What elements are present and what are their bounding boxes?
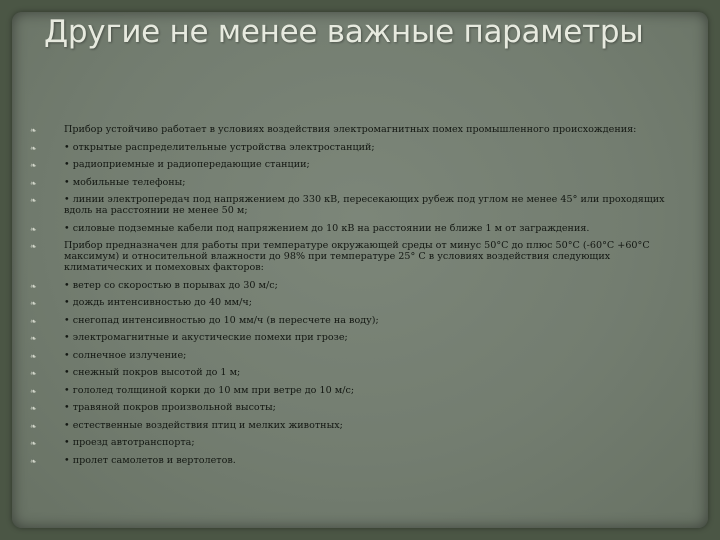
list-item [30, 437, 670, 448]
list-item [30, 177, 670, 188]
list-item [30, 280, 670, 291]
leaf-bullet-icon: ❧ [30, 386, 37, 396]
leaf-bullet-icon: ❧ [30, 369, 37, 378]
leaf-bullet-icon: ❧ [30, 299, 37, 308]
list-item-text: • естественные воздействия птиц и мелких животных; [64, 419, 343, 431]
leaf-bullet-icon: ❧ [30, 281, 37, 291]
leaf-bullet-icon: ❧ [30, 421, 37, 431]
list-item [30, 402, 670, 413]
list-item [30, 455, 670, 466]
list-item [30, 194, 670, 216]
list-item-text: • открытые распределительные устройства электростанций; [64, 141, 375, 153]
list-item-text: • проезд автотранспорта; [64, 437, 195, 448]
leaf-bullet-icon: ❧ [30, 242, 37, 251]
list-item [30, 124, 670, 135]
leaf-bullet-icon: ❧ [30, 143, 37, 153]
list-item-text: • радиоприемные и радиопередающие станции; [64, 159, 310, 170]
leaf-bullet-icon: ❧ [30, 196, 37, 205]
leaf-bullet-icon: ❧ [30, 456, 37, 466]
list-item [30, 315, 670, 326]
list-item-text: • мобильные телефоны; [64, 176, 186, 188]
leaf-bullet-icon: ❧ [30, 316, 37, 326]
leaf-bullet-icon: ❧ [30, 126, 37, 135]
leaf-bullet-icon: ❧ [30, 178, 37, 188]
list-item [30, 367, 670, 378]
list-item-text: • дождь интенсивностью до 40 мм/ч; [64, 297, 252, 308]
list-item-text: Прибор предназначен для работы при температуре окружающей среды от минус 50°С до плюс 50°С (-60°С +60°С максимум) и относительной влажности до 98% при температуре 25° С в условиях воздействия следующих климатических и помеховых факторов: [64, 240, 650, 273]
list-item-text: • ветер со скоростью в порывах до 30 м/с; [64, 279, 278, 291]
list-item [30, 350, 670, 361]
leaf-bullet-icon: ❧ [30, 161, 37, 170]
list-item-text: • снежный покров высотой до 1 м; [64, 367, 241, 378]
list-item [30, 240, 670, 273]
list-item [30, 332, 670, 343]
list-item [30, 385, 670, 396]
list-item-text: Прибор устойчиво работает в условиях воздействия электромагнитных помех промышленного происхождения: [64, 124, 637, 135]
list-item-text: • пролет самолетов и вертолетов. [64, 454, 236, 466]
slide-title: Другие не менее важные параметры [44, 14, 644, 50]
list-item [30, 223, 670, 234]
list-item-text: • травяной покров произвольной высоты; [64, 402, 276, 413]
list-item [30, 420, 670, 431]
leaf-bullet-icon: ❧ [30, 404, 37, 413]
list-item [30, 142, 670, 153]
list-item-text: • гололед толщиной корки до 10 мм при ветре до 10 м/с; [64, 384, 355, 396]
list-item-text: • силовые подземные кабели под напряжением до 10 кВ на расстоянии не ближе 1 м от заграждения. [64, 222, 590, 234]
list-item-text: • солнечное излучение; [64, 349, 187, 361]
list-item-text: • линии электропередач под напряжением до 330 кВ, пересекающих рубеж под углом не менее 45° или проходящих вдоль на расстоянии не менее 50 м; [64, 194, 665, 216]
leaf-bullet-icon: ❧ [30, 334, 37, 343]
leaf-bullet-icon: ❧ [30, 351, 37, 361]
list-item [30, 297, 670, 308]
list-item [30, 159, 670, 170]
list-item-text: • снегопад интенсивностью до 10 мм/ч (в пересчете на воду); [64, 314, 379, 326]
leaf-bullet-icon: ❧ [30, 224, 37, 234]
leaf-bullet-icon: ❧ [30, 439, 37, 448]
parameters-list [30, 124, 670, 472]
list-item-text: • электромагнитные и акустические помехи при грозе; [64, 332, 348, 343]
